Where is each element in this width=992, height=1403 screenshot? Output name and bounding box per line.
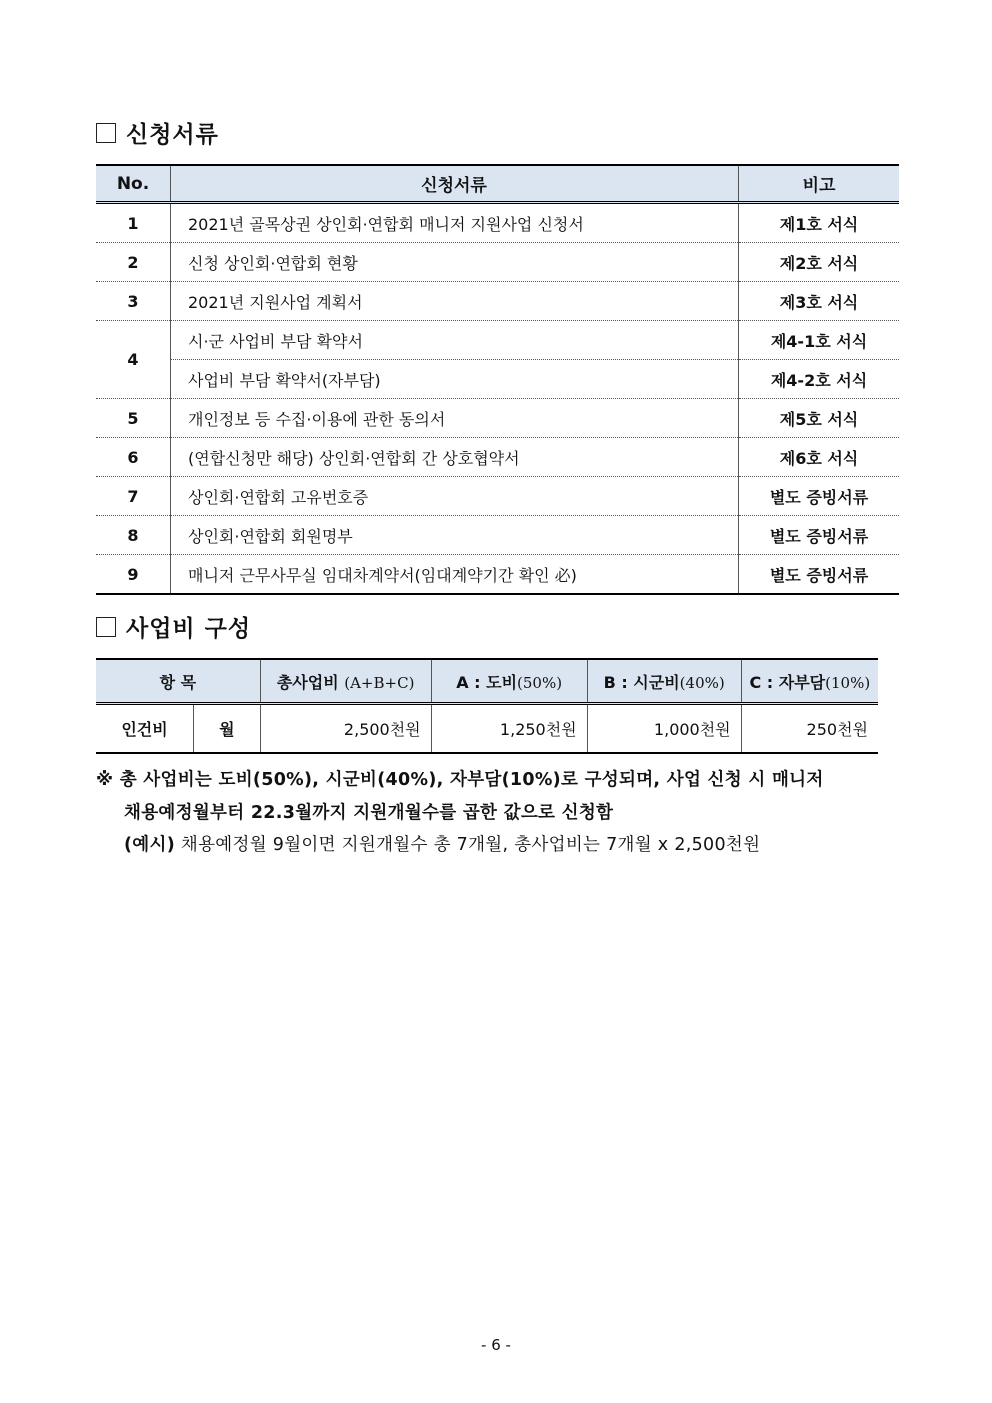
header-no: No.	[96, 165, 171, 203]
row-no: 6	[96, 438, 171, 477]
row-doc: 사업비 부담 확약서(자부담)	[171, 360, 739, 399]
cell-c: 250천원	[741, 704, 878, 754]
header-total: 총사업비 (A+B+C)	[260, 659, 431, 704]
cell-item: 인건비	[96, 704, 194, 754]
budget-table	[96, 658, 878, 754]
row-note: 제4-1호 서식	[739, 321, 900, 360]
note-line-1: ※ 총 사업비는 도비(50%), 시군비(40%), 자부담(10%)로 구성되며, 사업 신청 시 매니저	[96, 770, 824, 790]
note-example: (예시) 채용예정월 9월이면 지원개월수 총 7개월, 총사업비는 7개월 x 2,500천원	[124, 835, 761, 855]
checkbox-square-icon	[96, 123, 116, 143]
table-row	[96, 243, 899, 282]
cell-unit: 월	[194, 704, 261, 754]
row-doc: 2021년 지원사업 계획서	[171, 282, 739, 321]
row-note: 제5호 서식	[739, 399, 900, 438]
row-doc: 신청 상인회·연합회 현황	[171, 243, 739, 282]
row-no: 5	[96, 399, 171, 438]
header-a: A : 도비(50%)	[431, 659, 587, 704]
row-note: 제4-2호 서식	[739, 360, 900, 399]
table-row	[96, 399, 899, 438]
row-note: 제3호 서식	[739, 282, 900, 321]
row-doc: 개인정보 등 수집·이용에 관한 동의서	[171, 399, 739, 438]
row-no: 3	[96, 282, 171, 321]
note-line-2: 채용예정월부터 22.3월까지 지원개월수를 곱한 값으로 신청함	[124, 803, 614, 823]
row-no: 1	[96, 203, 171, 243]
table-row	[96, 203, 899, 243]
table-row	[96, 282, 899, 321]
table-row	[96, 704, 878, 754]
row-doc: 매니저 근무사무실 임대차계약서(임대계약기간 확인 必)	[171, 555, 739, 595]
row-note: 제6호 서식	[739, 438, 900, 477]
row-doc: 시·군 사업비 부담 확약서	[171, 321, 739, 360]
table-row	[96, 321, 899, 360]
documents-table	[96, 164, 899, 595]
row-no: 9	[96, 555, 171, 595]
table-row	[96, 438, 899, 477]
row-no: 8	[96, 516, 171, 555]
section-title-budget: 사업비 구성	[96, 610, 251, 643]
cell-total: 2,500천원	[260, 704, 431, 754]
row-doc: 2021년 골목상권 상인회·연합회 매니저 지원사업 신청서	[171, 203, 739, 243]
row-note: 별도 증빙서류	[739, 477, 900, 516]
row-no: 2	[96, 243, 171, 282]
row-note: 제2호 서식	[739, 243, 900, 282]
table-row	[96, 516, 899, 555]
table-row	[96, 360, 899, 399]
row-no: 4	[96, 321, 171, 399]
table-header-row	[96, 659, 878, 704]
checkbox-square-icon	[96, 617, 116, 637]
header-c: C : 자부담(10%)	[741, 659, 878, 704]
header-b: B : 시군비(40%)	[587, 659, 741, 704]
row-note: 별도 증빙서류	[739, 516, 900, 555]
row-doc: 상인회·연합회 회원명부	[171, 516, 739, 555]
table-row	[96, 555, 899, 595]
row-note: 별도 증빙서류	[739, 555, 900, 595]
page-number: - 6 -	[481, 1336, 511, 1354]
row-note: 제1호 서식	[739, 203, 900, 243]
header-note: 비고	[739, 165, 900, 203]
header-doc: 신청서류	[171, 165, 739, 203]
cell-a: 1,250천원	[431, 704, 587, 754]
row-doc: 상인회·연합회 고유번호증	[171, 477, 739, 516]
table-header-row	[96, 165, 899, 203]
row-doc: (연합신청만 해당) 상인회·연합회 간 상호협약서	[171, 438, 739, 477]
cell-b: 1,000천원	[587, 704, 741, 754]
header-item: 항 목	[96, 659, 260, 704]
row-no: 7	[96, 477, 171, 516]
section-title-documents: 신청서류	[96, 116, 219, 149]
table-row	[96, 477, 899, 516]
